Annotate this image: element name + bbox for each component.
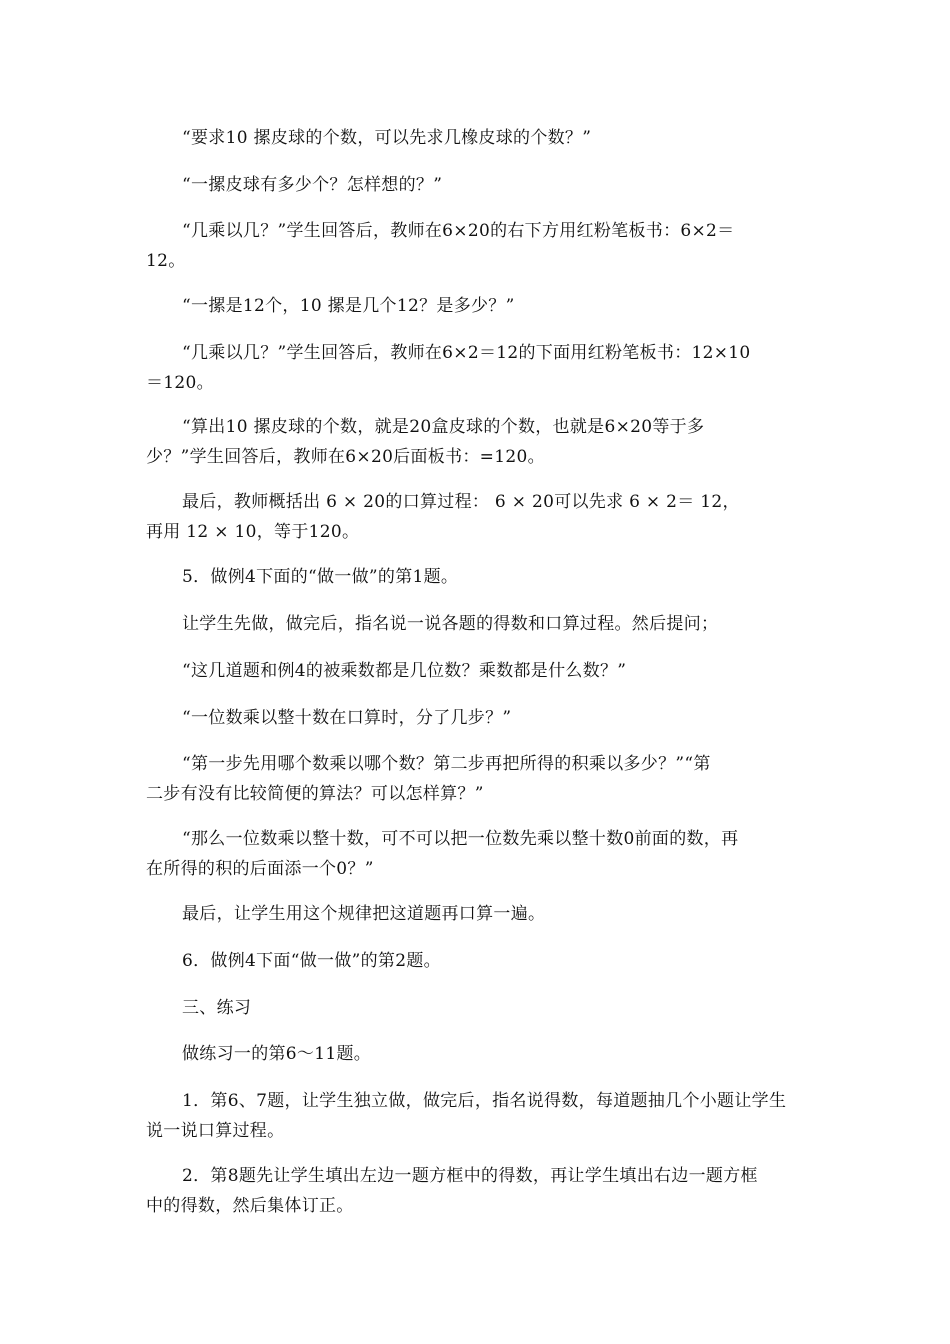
section-heading-text: 三、练习 <box>182 998 252 1018</box>
paragraph-line: “一摞是12个，10 摞是几个12？是多少？” <box>182 296 515 316</box>
paragraph-line: “这几道题和例4的被乘数都是几位数？乘数都是什么数？” <box>182 661 627 681</box>
paragraph-3 <box>146 216 810 276</box>
paragraph-line: 1．第6、7题，让学生独立做，做完后，指名说得数，每道题抽几个小题让学生 <box>182 1091 787 1111</box>
paragraph-line: “一位数乘以整十数在口算时，分了几步？” <box>182 708 512 728</box>
paragraph-line: 做练习一的第6～11题。 <box>182 1044 372 1064</box>
paragraph-1 <box>146 123 810 153</box>
paragraph-17 <box>146 1039 810 1069</box>
paragraph-line: 少？”学生回答后，教师在6×20后面板书：=120。 <box>146 447 545 467</box>
paragraph-line: “第一步先用哪个数乘以哪个数？第二步再把所得的积乘以多少？”“第 <box>182 754 711 774</box>
paragraph-line: “算出10 摞皮球的个数，就是20盒皮球的个数，也就是6×20等于多 <box>182 417 705 437</box>
paragraph-line: 2．第8题先让学生填出左边一题方框中的得数，再让学生填出右边一题方框 <box>182 1166 758 1186</box>
paragraph-line: 二步有没有比较简便的算法？可以怎样算？” <box>146 784 484 804</box>
paragraph-line: “几乘以几？”学生回答后，教师在6×20的右下方用红粉笔板书：6×2＝ <box>182 221 735 241</box>
paragraph-line: “几乘以几？”学生回答后，教师在6×2＝12的下面用红粉笔板书：12×10 <box>182 343 751 363</box>
paragraph-19 <box>146 1161 810 1221</box>
paragraph-line: ＝120。 <box>146 373 214 393</box>
paragraph-line: “一摞皮球有多少个？怎样想的？” <box>182 175 443 195</box>
paragraph-7 <box>146 487 810 547</box>
paragraph-2 <box>146 170 810 200</box>
paragraph-line: 5．做例4下面的“做一做”的第1题。 <box>182 567 459 587</box>
paragraph-line: “那么一位数乘以整十数，可不可以把一位数先乘以整十数0前面的数，再 <box>182 829 739 849</box>
paragraph-line: 最后，让学生用这个规律把这道题再口算一遍。 <box>182 904 546 924</box>
paragraph-line: 在所得的积的后面添一个0？” <box>146 859 374 879</box>
paragraph-line: “要求10 摞皮球的个数，可以先求几橡皮球的个数？” <box>182 128 592 148</box>
paragraph-13 <box>146 824 810 884</box>
section-heading <box>146 993 810 1023</box>
paragraph-line: 最后，教师概括出 6 × 20的口算过程： 6 × 20可以先求 6 × 2＝ 12， <box>182 492 740 512</box>
paragraph-11 <box>146 703 810 733</box>
paragraph-line: 再用 12 × 10，等于120。 <box>146 522 360 542</box>
paragraph-line: 6．做例4下面“做一做”的第2题。 <box>182 951 441 971</box>
paragraph-10 <box>146 656 810 686</box>
paragraph-9 <box>146 609 810 639</box>
paragraph-line: 中的得数，然后集体订正。 <box>146 1196 354 1216</box>
paragraph-18 <box>146 1086 810 1146</box>
paragraph-8 <box>146 562 810 592</box>
paragraph-line: 12。 <box>146 251 186 271</box>
paragraph-4 <box>146 291 810 321</box>
paragraph-line: 说一说口算过程。 <box>146 1121 285 1141</box>
paragraph-6 <box>146 412 810 472</box>
paragraph-15 <box>146 946 810 976</box>
paragraph-line: 让学生先做，做完后，指名说一说各题的得数和口算过程。然后提问； <box>182 614 719 634</box>
paragraph-12 <box>146 749 810 809</box>
paragraph-14 <box>146 899 810 929</box>
paragraph-5 <box>146 338 810 398</box>
